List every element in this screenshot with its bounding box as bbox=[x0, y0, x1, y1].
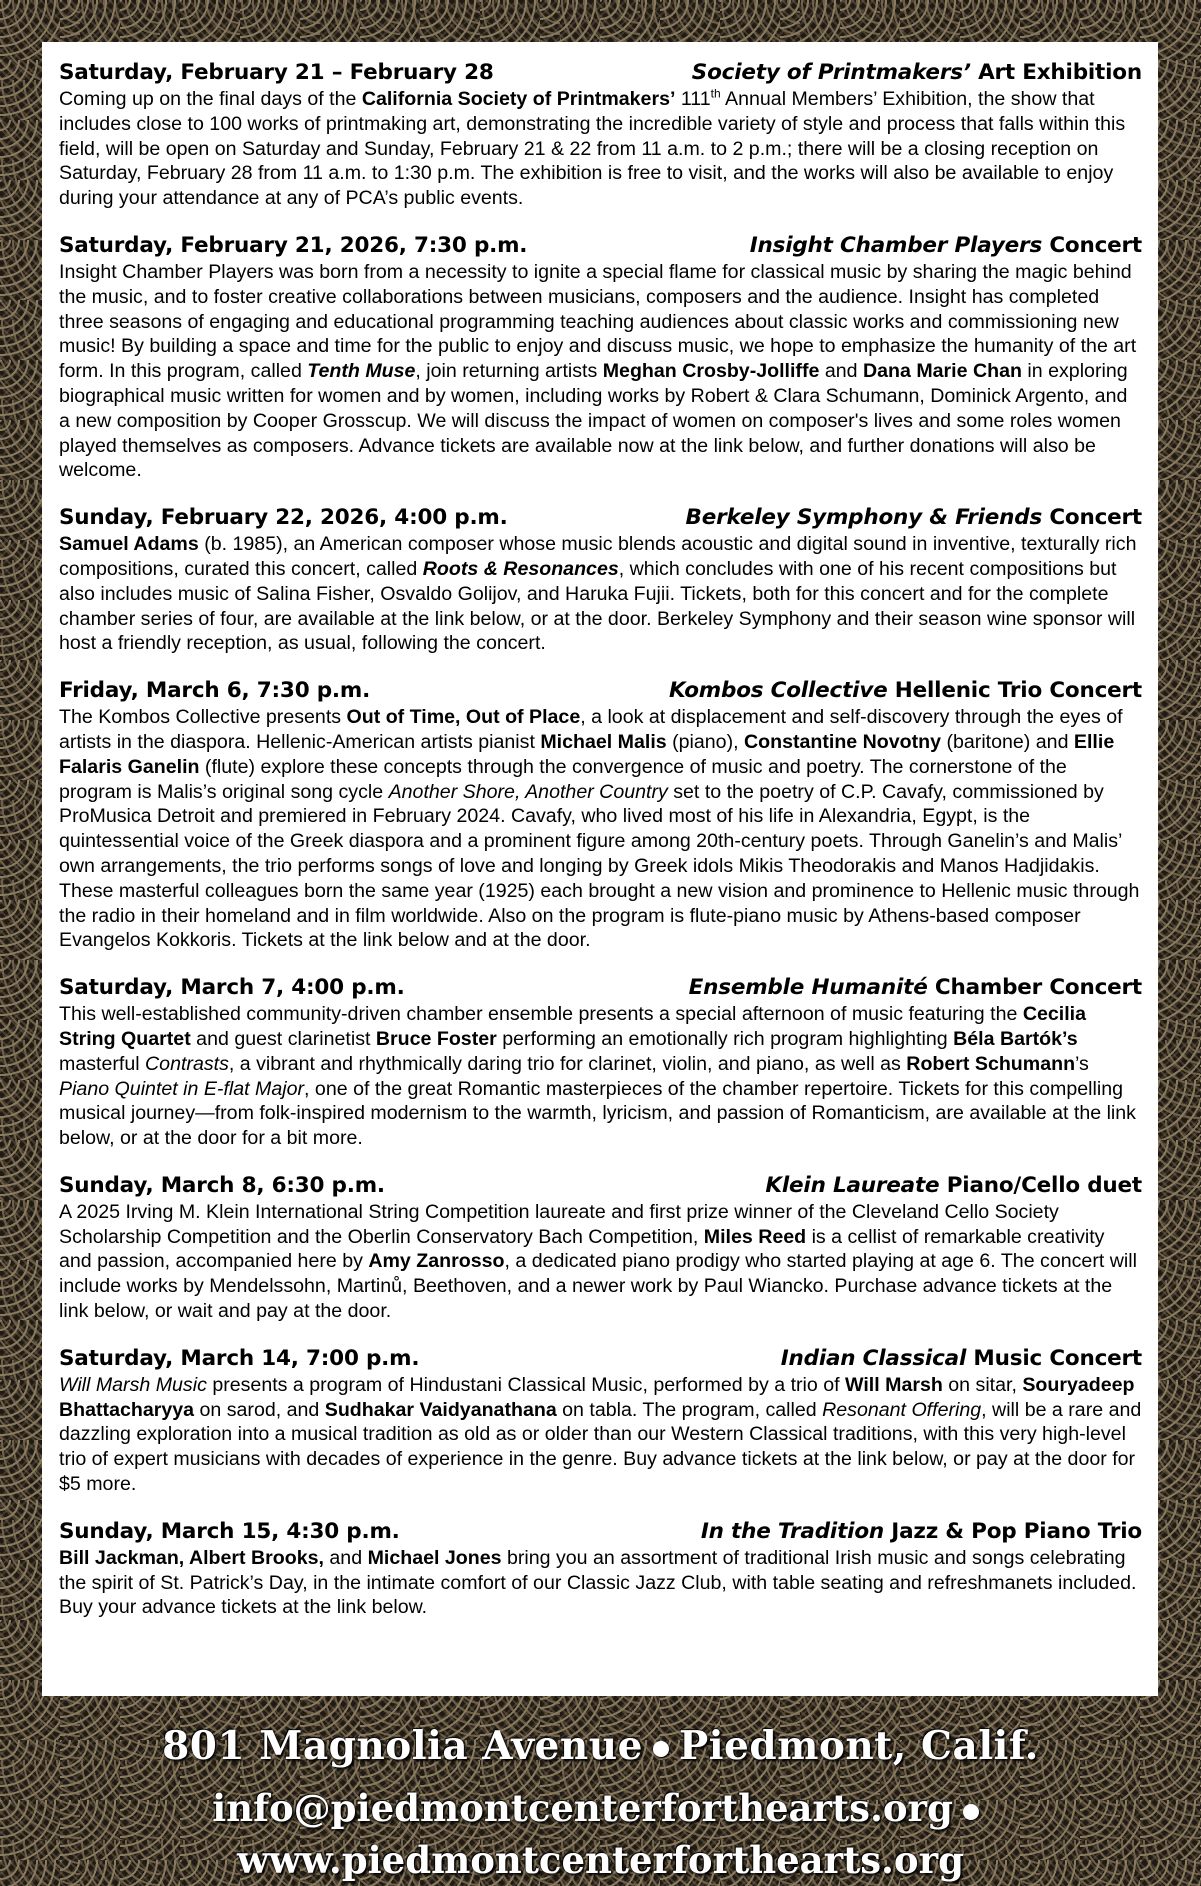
description-text: set to the poetry of C.P. Cavafy, commissioned by ProMusica Detroit and premiered in February 2024. Cavafy, who lived most of his life in Alexandria, Egypt, is the quintessential voice of the Greek diaspora and a prominent figure among 20th-century poets. Through Ganelin’s and Malis’ own arrangements, the trio performs songs of love and longing by Greek idols Mikis Theodorakis and Manos Hadjidakis. These masterful colleagues born the same year (1925) each brought a new vision and prominence to Hellenic music through the radio in their homeland and in film worldwide. Also on the program is flute-piano music by Athens-based composer Evangelos Kokkoris. Tickets at the link below and at the door. bbox=[59, 780, 1140, 952]
event-title-rest: Chamber Concert bbox=[927, 975, 1142, 1001]
event-date: Friday, March 6, 7:30 p.m. bbox=[59, 678, 371, 704]
event-header bbox=[59, 973, 1142, 1002]
description-text: , a dedicated piano prodigy who started playing at age 6. The concert will include works by Mendelssohn, Martinů, Beethoven, and a newer work by Paul Wiancko. Purchase advance tickets at the link below, or wait and pay at the door. bbox=[59, 1250, 1137, 1323]
contact-line bbox=[0, 1782, 1201, 1886]
event-date: Sunday, March 8, 6:30 p.m. bbox=[59, 1172, 385, 1198]
description-text: masterful bbox=[59, 1052, 146, 1075]
highlighted-name: Béla Bartók’s bbox=[953, 1027, 1078, 1050]
highlighted-name: Robert Schumann bbox=[906, 1052, 1076, 1075]
description-text: The Kombos Collective presents bbox=[59, 706, 347, 729]
event-date: Sunday, March 15, 4:30 p.m. bbox=[59, 1518, 400, 1544]
event-description bbox=[59, 87, 1142, 211]
highlighted-name: Miles Reed bbox=[703, 1225, 807, 1248]
description-text: , one of the great Romantic masterpieces of the chamber repertoire. Tickets for this compelling musical journey—from folk-inspired modernism to the warmth, lyricism, and passion of Romanticism, are available at the link below, or at the door for a bit more. bbox=[59, 1077, 1136, 1150]
description-text: Coming up on the final days of the bbox=[59, 88, 362, 110]
description-text: presents a program of Hindustani Classical Music, performed by a trio of bbox=[206, 1373, 846, 1396]
event-description bbox=[59, 1200, 1142, 1324]
highlighted-name: Sudhakar Vaidyanathana bbox=[324, 1398, 557, 1421]
event-title bbox=[765, 1171, 1142, 1200]
event-title bbox=[689, 973, 1142, 1002]
event-title-rest: Jazz & Pop Piano Trio bbox=[884, 1518, 1142, 1544]
event-list bbox=[59, 58, 1142, 1620]
event-title-rest: Piano/Cello duet bbox=[939, 1172, 1142, 1198]
highlighted-name: Cecilia String Quartet bbox=[59, 1003, 1087, 1050]
highlighted-name: Will Marsh bbox=[845, 1373, 943, 1396]
event-section bbox=[59, 1517, 1142, 1620]
description-text: on tabla. The program, called bbox=[556, 1398, 823, 1421]
description-text: , a look at displacement and self-discovery through the eyes of artists in the diaspora. Hellenic-American artists pianist bbox=[59, 706, 1123, 753]
event-title-italic: Society of Printmakers’ bbox=[691, 60, 971, 85]
event-title bbox=[750, 231, 1142, 260]
event-description bbox=[59, 1002, 1142, 1151]
highlighted-name: Souryadeep Bhattacharyya bbox=[59, 1373, 1135, 1421]
highlighted-name: Constantine Novotny bbox=[744, 730, 942, 753]
event-header bbox=[59, 1517, 1142, 1546]
italic-title: Contrasts bbox=[145, 1052, 229, 1075]
highlighted-name: Samuel Adams bbox=[59, 533, 199, 556]
description-text: bring you an assortment of traditional Irish music and songs celebrating the spirit of St. Patrick’s Day, in the intimate comfort of our Classic Jazz Club, with table seating and refreshmanets included. Buy your advance tickets at the link below. bbox=[59, 1546, 1137, 1619]
website-link[interactable]: www.piedmontcenterforthearts.org bbox=[237, 1838, 964, 1882]
highlighted-name: Ellie Falaris Ganelin bbox=[59, 730, 1115, 778]
description-text: 111 bbox=[675, 88, 711, 110]
event-header bbox=[59, 58, 1142, 87]
description-text: , a vibrant and rhythmically daring trio for clarinet, violin, and piano, as well as bbox=[228, 1052, 907, 1075]
description-text: and guest clarinetist bbox=[190, 1027, 376, 1050]
event-title-rest: Art Exhibition bbox=[970, 60, 1142, 85]
description-text: and bbox=[323, 1546, 368, 1569]
event-section bbox=[59, 1344, 1142, 1497]
description-text: and bbox=[819, 360, 863, 383]
description-text: (baritone) and bbox=[941, 730, 1074, 753]
description-text: (b. 1985), an American composer whose music blends acoustic and digital sound in inventive, texturally rich compositions, curated this concert, called bbox=[59, 533, 1137, 580]
description-text: This well-established community-driven chamber ensemble presents a special afternoon of music featuring the bbox=[59, 1003, 1023, 1026]
description-text: on sarod, and bbox=[194, 1398, 325, 1421]
description-text: A 2025 Irving M. Klein International String Competition laureate and first prize winner of the Cleveland Cello Society Scholarship Competition and the Oberlin Conservatory Bach Competition, bbox=[59, 1200, 1059, 1248]
event-section bbox=[59, 973, 1142, 1151]
description-text: Annual Members’ Exhibition, the show that includes close to 100 works of printmaking art, demonstrating the incredible variety of style and process that falls within this field, will be open on Saturday and Sunday, February 21 & 22 from 11 a.m. to 2 p.m.; there will be a closing reception on Saturday, February 28 from 11 a.m. to 1:30 p.m. The exhibition is free to visit, and the works will also be available to enjoy during your attendance at any of PCA’s public events. bbox=[59, 88, 1126, 210]
event-title-italic: Kombos Collective bbox=[668, 678, 888, 704]
event-title-italic: In the Tradition bbox=[700, 1518, 884, 1544]
event-section bbox=[59, 676, 1142, 953]
event-section bbox=[59, 503, 1142, 656]
description-text: , which concludes with one of his recent compositions but also includes music of Salina Fisher, Osvaldo Golijov, and Haruka Fujii. Tickets, both for this concert and for the complete chamber series of four, are available at the link below, or at the door. Berkeley Symphony and their season wine sponsor will host a friendly reception, as usual, following the concert. bbox=[59, 557, 1136, 655]
description-text: on sitar, bbox=[942, 1373, 1023, 1396]
italic-title: Another Shore, Another Country bbox=[388, 780, 668, 803]
highlighted-name: Meghan Crosby-Jolliffe bbox=[602, 360, 820, 383]
event-section bbox=[59, 231, 1142, 483]
italic-title: Piano Quintet in E-flat Major bbox=[59, 1077, 305, 1100]
italic-title: Will Marsh Music bbox=[59, 1373, 207, 1396]
event-header bbox=[59, 1171, 1142, 1200]
highlighted-name: Out of Time, Out of Place bbox=[346, 706, 581, 729]
highlighted-name: Dana Marie Chan bbox=[862, 360, 1022, 383]
event-title bbox=[686, 503, 1142, 532]
address-line bbox=[0, 1718, 1201, 1774]
bullet-dot-icon bbox=[963, 1804, 979, 1820]
event-header bbox=[59, 676, 1142, 705]
highlighted-name: Roots & Resonances bbox=[422, 557, 619, 580]
event-title-rest: Concert bbox=[1042, 505, 1142, 531]
description-text: Insight Chamber Players was born from a necessity to ignite a special flame for classical music by sharing the magic behind the music, and to foster creative collaborations between musicians, composers and the audience. Insight has completed three seasons of engaging and educational programming teaching audiences about classic works and commissioning new music! By building a space and time for the public to enjoy and discuss music, we hope to emphasize the humanity of the art form. In this program, called bbox=[59, 260, 1137, 383]
description-text: (flute) explore these concepts through the convergence of music and poetry. The cornerstone of the program is Malis’s original song cycle bbox=[59, 755, 1067, 803]
description-text: performing an emotionally rich program highlighting bbox=[496, 1027, 954, 1050]
event-title-italic: Klein Laureate bbox=[765, 1172, 940, 1198]
event-date: Saturday, February 21 – February 28 bbox=[59, 60, 494, 85]
event-section bbox=[59, 58, 1142, 211]
event-header bbox=[59, 231, 1142, 260]
event-date: Saturday, March 14, 7:00 p.m. bbox=[59, 1345, 420, 1371]
footer bbox=[0, 1718, 1201, 1886]
event-date: Saturday, March 7, 4:00 p.m. bbox=[59, 975, 405, 1001]
event-description bbox=[59, 260, 1142, 483]
event-description bbox=[59, 1373, 1142, 1497]
highlighted-name: Michael Malis bbox=[540, 730, 667, 753]
event-title-rest: Concert bbox=[1042, 232, 1142, 258]
event-description bbox=[59, 705, 1142, 953]
italic-title: Resonant Offering bbox=[822, 1398, 982, 1421]
highlighted-name: California Society of Printmakers’ bbox=[361, 88, 676, 110]
event-title-italic: Berkeley Symphony & Friends bbox=[685, 505, 1043, 531]
description-text: in exploring biographical music written for women and by women, including works by Robert & Clara Schumann, Dominick Argento, and a new composition by Cooper Grosscup. We will discuss the impact of women on composer's lives and some roles women played themselves as composers. Advance tickets are available now at the link below, and further donations will also be welcome. bbox=[59, 360, 1128, 482]
highlighted-name: Bruce Foster bbox=[375, 1027, 497, 1050]
highlighted-name: Michael Jones bbox=[367, 1546, 502, 1569]
event-title bbox=[701, 1517, 1142, 1546]
event-header bbox=[59, 1344, 1142, 1373]
address-street: 801 Magnolia Avenue bbox=[162, 1723, 643, 1769]
event-title-rest: Hellenic Trio Concert bbox=[887, 678, 1142, 704]
description-text: , join returning artists bbox=[415, 360, 603, 383]
description-text: , will be a rare and dazzling exploration into a musical tradition as old as or older than our Western Classical traditions, with this very high-level trio of expert musicians with decades of experience in the genre. Buy advance tickets at the link below, or pay at the door for $5 more. bbox=[59, 1398, 1142, 1496]
event-title-rest: Music Concert bbox=[966, 1345, 1142, 1371]
description-text: is a cellist of remarkable creativity and passion, accompanied here by bbox=[59, 1225, 1105, 1273]
event-title-italic: Ensemble Humanité bbox=[688, 975, 928, 1001]
events-panel bbox=[42, 42, 1158, 1696]
event-date: Saturday, February 21, 2026, 7:30 p.m. bbox=[59, 232, 528, 258]
event-header bbox=[59, 503, 1142, 532]
bullet-dot-icon bbox=[653, 1741, 669, 1757]
event-title-italic: Insight Chamber Players bbox=[749, 232, 1043, 258]
event-title bbox=[781, 1344, 1142, 1373]
address-city: Piedmont, Calif. bbox=[678, 1723, 1039, 1769]
description-text: th bbox=[710, 86, 721, 101]
description-text: ’s bbox=[1075, 1052, 1089, 1075]
event-date: Sunday, February 22, 2026, 4:00 p.m. bbox=[59, 505, 508, 531]
email-link[interactable]: info@piedmontcenterforthearts.org bbox=[212, 1786, 953, 1830]
event-section bbox=[59, 1171, 1142, 1324]
event-title bbox=[692, 58, 1142, 87]
event-description bbox=[59, 532, 1142, 656]
description-text: (piano), bbox=[666, 730, 744, 753]
highlighted-name: Tenth Muse bbox=[307, 360, 416, 383]
event-description bbox=[59, 1546, 1142, 1620]
highlighted-name: Amy Zanrosso bbox=[368, 1250, 505, 1273]
event-title-italic: Indian Classical bbox=[780, 1345, 967, 1371]
event-title bbox=[669, 676, 1142, 705]
highlighted-name: Bill Jackman, Albert Brooks, bbox=[59, 1546, 324, 1569]
